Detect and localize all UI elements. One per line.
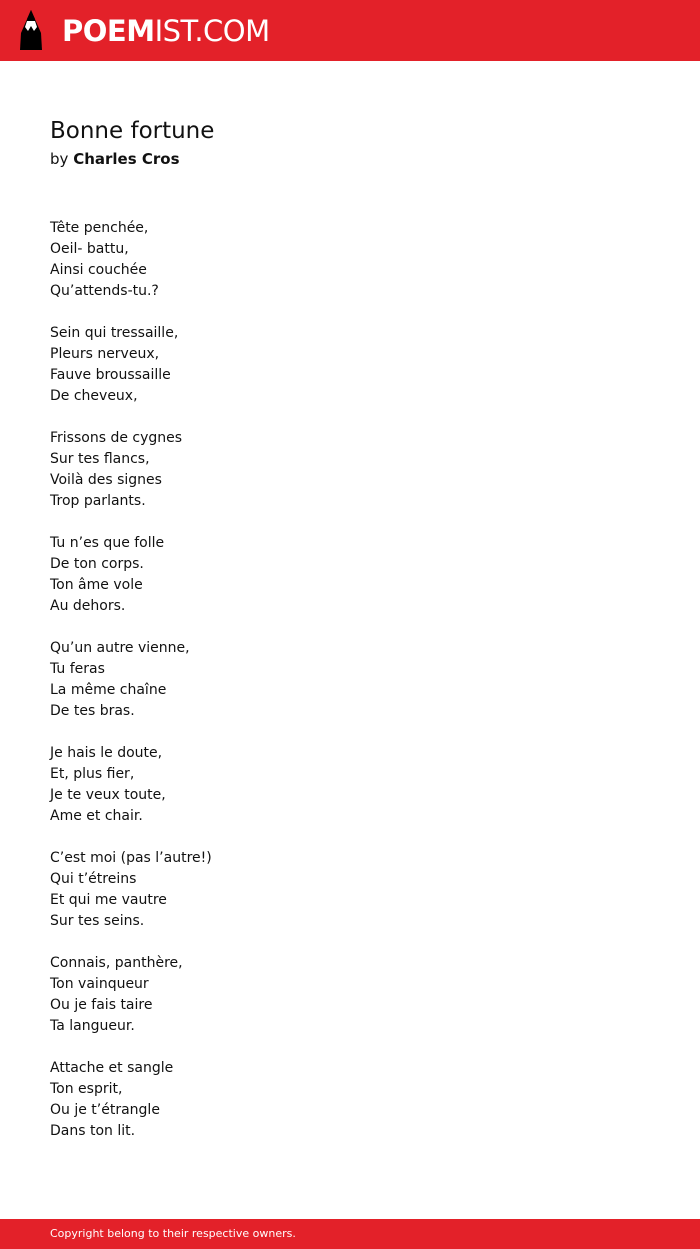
poem-line: Dans ton lit. [50, 1123, 136, 1139]
stanza [50, 953, 650, 1037]
poem-line: Connais, panthère, [50, 955, 183, 971]
logo-text-light: IST.COM [154, 14, 270, 48]
poem-line: Au dehors. [50, 598, 126, 614]
poem-title: Bonne fortune [50, 118, 215, 144]
site-logo[interactable] [62, 13, 270, 49]
poem-line: C’est moi (pas l’autre!) [50, 850, 212, 866]
poem-line: Fauve broussaille [50, 367, 171, 383]
poem-line: Ou je fais taire [50, 997, 153, 1013]
poem-line: Ton esprit, [50, 1081, 123, 1097]
stanza [50, 848, 650, 932]
poem-line: De ton corps. [50, 556, 144, 572]
poem-line: La même chaîne [50, 682, 167, 698]
poem-line: Et qui me vautre [50, 892, 167, 908]
poem-line: Et, plus fier, [50, 766, 135, 782]
poem-line: Sur tes flancs, [50, 451, 150, 467]
stanza [50, 428, 650, 512]
poem-line: Qu’un autre vienne, [50, 640, 190, 656]
poem-line: Attache et sangle [50, 1060, 174, 1076]
poem-line: Qui t’étreins [50, 871, 137, 887]
site-footer [0, 1219, 700, 1249]
stanza [50, 638, 650, 722]
poem-line: Oeil- battu, [50, 241, 129, 257]
stanza [50, 1058, 650, 1142]
logo-text-bold: POEM [62, 14, 155, 48]
by-label: by [50, 150, 69, 168]
poem-line: Je hais le doute, [50, 745, 163, 761]
poem-line: Sur tes seins. [50, 913, 145, 929]
poem-line: Sein qui tressaille, [50, 325, 179, 341]
stanza [50, 743, 650, 827]
stanza [50, 218, 650, 302]
poem-line: De tes bras. [50, 703, 135, 719]
poem-line: Je te veux toute, [50, 787, 166, 803]
poem-line: Qu’attends-tu.? [50, 283, 159, 299]
poem-line: Ainsi couchée [50, 262, 147, 278]
poem-line: Pleurs nerveux, [50, 346, 160, 362]
poem-line: Ame et chair. [50, 808, 143, 824]
copyright-notice: Copyright belong to their respective owners. [50, 1227, 296, 1240]
poem-line: Voilà des signes [50, 472, 162, 488]
site-header [0, 0, 700, 61]
poem-byline [50, 148, 180, 170]
poem-line: Trop parlants. [50, 493, 146, 509]
pencil-tip-icon[interactable] [17, 9, 45, 51]
poem-line: Ton vainqueur [50, 976, 149, 992]
poem-line: Tête penchée, [50, 220, 149, 236]
poem-author: Charles Cros [73, 150, 180, 168]
poem-line: Ou je t’étrangle [50, 1102, 160, 1118]
stanza [50, 323, 650, 407]
stanza [50, 533, 650, 617]
poem-line: De cheveux, [50, 388, 138, 404]
poem-line: Tu feras [50, 661, 105, 677]
poem-line: Ta langueur. [50, 1018, 135, 1034]
poem-line: Tu n’es que folle [50, 535, 165, 551]
poem-line: Ton âme vole [50, 577, 143, 593]
poem-body [50, 218, 650, 1163]
poem-line: Frissons de cygnes [50, 430, 183, 446]
